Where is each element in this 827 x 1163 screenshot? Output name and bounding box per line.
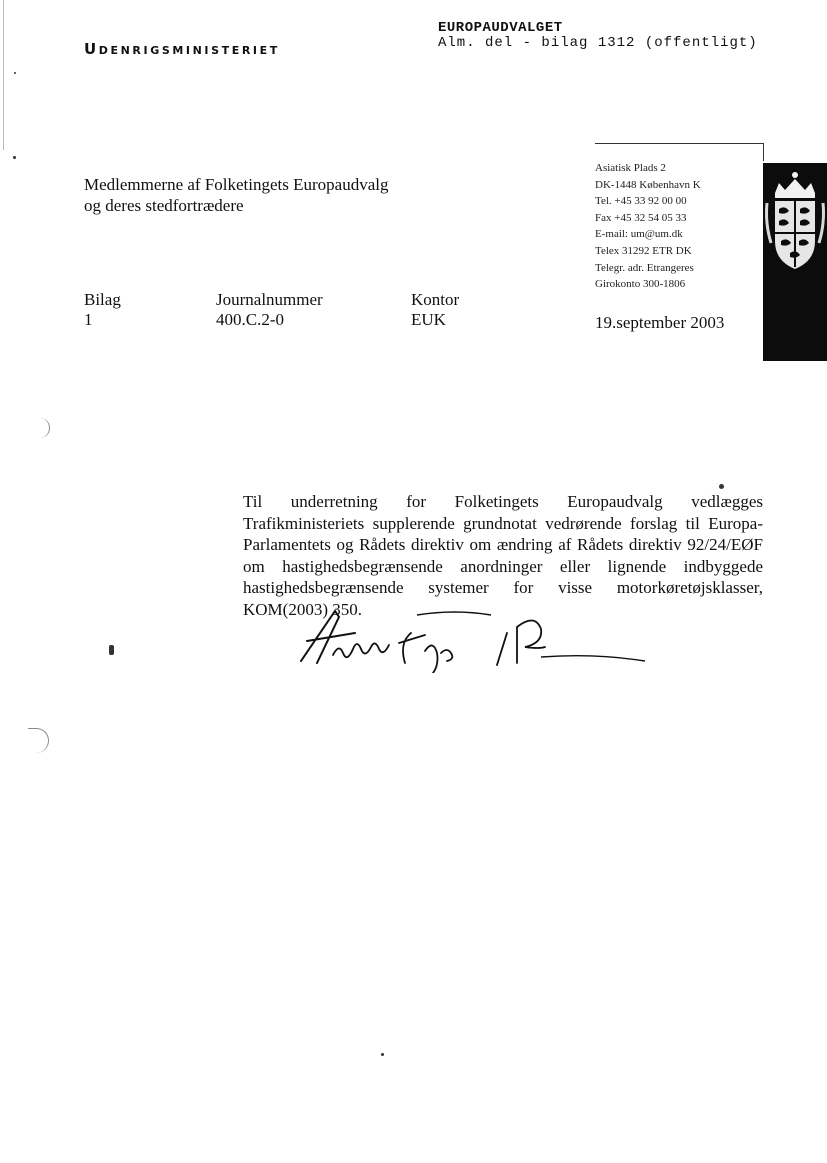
contact-fax: Fax +45 32 54 05 33 [595, 211, 687, 224]
contact-giro: Girokonto 300-1806 [595, 278, 686, 291]
scan-speck [109, 645, 114, 655]
handwritten-signature [295, 603, 655, 673]
scan-edge-line [3, 0, 4, 150]
recipient-line-2: og deres stedfortrædere [84, 196, 244, 215]
journal-field [216, 290, 323, 330]
scan-speck [719, 484, 724, 489]
contact-block [595, 160, 701, 293]
recipient-line-1: Medlemmerne af Folketingets Europaudvalg [84, 175, 389, 194]
contact-tel: Tel. +45 33 92 00 00 [595, 195, 687, 208]
contact-telegram: Telegr. adr. Etrangeres [595, 261, 694, 274]
kontor-value: EUK [411, 310, 446, 329]
contact-divider-tick [763, 143, 764, 161]
stamp-title: EUROPAUDVALGET [438, 20, 563, 36]
contact-telex: Telex 31292 ETR DK [595, 244, 692, 257]
stamp-reference: Alm. del - bilag 1312 (offentligt) [438, 35, 758, 51]
coat-of-arms-icon [763, 163, 827, 283]
contact-address: Asiatisk Plads 2 [595, 162, 666, 174]
crest-bar [763, 163, 827, 361]
kontor-label: Kontor [411, 290, 460, 309]
bilag-label: Bilag [84, 290, 121, 309]
scan-mark [28, 728, 49, 753]
scan-speck [13, 156, 16, 159]
recipient-block [84, 174, 389, 216]
kontor-field [411, 290, 459, 330]
scan-mark [35, 418, 50, 438]
scan-speck [381, 1053, 384, 1056]
letter-date: 19.september 2003 [595, 313, 725, 332]
journal-label: Journalnummer [216, 290, 323, 309]
journal-value: 400.C.2-0 [216, 310, 284, 329]
bilag-value: 1 [84, 310, 93, 329]
contact-email: E-mail: um@um.dk [595, 228, 683, 241]
letter-body: Til underretning for Folketingets Europaudvalg vedlægges Trafikministeriets supplerende grundnotat vedrørende forslag til Europa-Parlamentets og Rådets direktiv om ændring af Rådets direktiv 92/24/EØF om hastighedsbegrænsende anordninger eller lignende indbyggede hastighedsbegrænsende systemer for visse motorkøretøjsklasser, KOM(2003) 350. [243, 492, 763, 619]
contact-divider [595, 143, 763, 144]
contact-city: DK-1448 København K [595, 178, 701, 191]
ministry-heading: Udenrigsministeriet [84, 40, 280, 58]
bilag-field [84, 290, 121, 330]
scan-speck [14, 72, 16, 74]
